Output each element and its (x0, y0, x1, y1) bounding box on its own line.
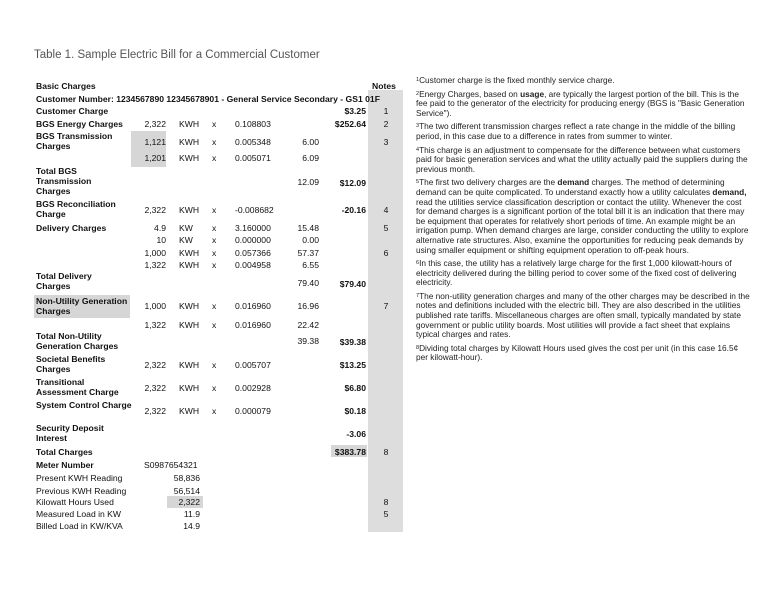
row-qty: 4.9 (154, 223, 166, 233)
row-rate: 0.016960 (235, 301, 271, 311)
row-qty: 2,322 (144, 360, 166, 370)
footnotes (416, 76, 752, 367)
row-note: 8 (383, 497, 389, 507)
footnote-number: 7 (416, 292, 420, 299)
row-label: Billed Load in KW/KVA (36, 521, 123, 531)
row-total: $383.78 (334, 447, 366, 457)
row-note: 5 (383, 509, 389, 519)
row-note: 8 (383, 447, 389, 457)
row-label: Total Non-Utility Generation Charges (36, 331, 119, 351)
row-rate: 0.057366 (235, 248, 271, 258)
row-note: 7 (383, 301, 389, 311)
footnote-text: , are typically the largest portion of the bill. This is the fee paid to the generator of the electricity for producing energy (BGS is "Basic Generation Service"). (416, 88, 745, 118)
row-times: x (212, 205, 217, 215)
row-unit: KWH (179, 248, 200, 258)
row-rate: 0.108803 (235, 119, 271, 129)
row-times: x (212, 119, 217, 129)
row-amount: 57.37 (297, 248, 319, 258)
row-label: Transitional Assessment Charge (36, 377, 119, 397)
row-amount: 6.00 (302, 137, 319, 147)
row-amount: 6.55 (302, 260, 319, 270)
row-amount: 39.38 (297, 336, 319, 346)
row-unit: KWH (179, 406, 200, 416)
row-rate: 0.000000 (235, 235, 271, 245)
footnote-number: 2 (416, 90, 420, 97)
footnote-number: 1 (416, 77, 420, 83)
row-rate: 3.160000 (235, 223, 271, 233)
footnote-8 (416, 344, 752, 363)
row-unit: KWH (179, 153, 200, 163)
meter-value: 58,836 (173, 473, 200, 483)
row-qty: 2,322 (144, 406, 166, 416)
row-label: Previous KWH Reading (36, 486, 127, 496)
footnote-text: Dividing total charges by Kilowatt Hours used gives the cost per unit (in this case 16.5¢ per kilowatt-hour). (416, 342, 739, 363)
footnote-emphasis: demand (557, 177, 590, 188)
meter-value: S0987654321 (144, 460, 198, 470)
row-total: $6.80 (344, 383, 366, 393)
footnote-7 (416, 292, 752, 340)
meter-value: 2,322 (178, 497, 200, 507)
footnote-number: 3 (416, 123, 420, 130)
footnote-2 (416, 90, 752, 119)
footnote-text: The first two delivery charges are the (419, 177, 558, 188)
row-qty: 2,322 (144, 119, 166, 129)
row-label: Non-Utility Generation Charges (36, 296, 128, 316)
row-rate: 0.004958 (235, 260, 271, 270)
row-total: $12.09 (339, 178, 366, 188)
row-qty: 2,322 (144, 383, 166, 393)
row-total: $252.64 (334, 119, 366, 129)
row-unit: KW (179, 223, 193, 233)
footnote-emphasis: demand, (712, 186, 747, 197)
footnote-text: Energy Charges, based on (419, 88, 521, 99)
row-qty: 1,000 (144, 248, 166, 258)
row-times: x (212, 223, 217, 233)
row-qty: 2,322 (144, 205, 166, 215)
row-note: 1 (383, 106, 389, 116)
row-times: x (212, 235, 217, 245)
footnote-text: charges. The method of determining demand can be quite complicated. To understand exactly how a utility calculates (416, 177, 725, 197)
row-unit: KWH (179, 119, 200, 129)
footnote-5 (416, 178, 752, 255)
row-amount: 6.09 (302, 153, 319, 163)
row-amount: 0.00 (302, 235, 319, 245)
row-label: Measured Load in KW (36, 509, 122, 519)
row-rate: 0.016960 (235, 320, 271, 330)
footnote-number: 8 (416, 344, 420, 351)
row-times: x (212, 260, 217, 270)
meter-value: 56,514 (173, 486, 200, 496)
footnote-number: 5 (416, 179, 420, 186)
meter-value: 11.9 (183, 509, 200, 519)
table-title: Table 1. Sample Electric Bill for a Commercial Customer (34, 49, 320, 61)
row-amount: 16.96 (297, 301, 319, 311)
footnote-text: Customer charge is the fixed monthly service charge. (419, 75, 615, 85)
customer-number: Customer Number: 1234567890 12345678901 - General Service Secondary - GS1 01F (36, 94, 380, 104)
row-times: x (212, 137, 217, 147)
row-qty: 1,322 (144, 320, 166, 330)
row-label: BGS Energy Charges (36, 119, 123, 129)
row-times: x (212, 320, 217, 330)
footnote-number: 4 (416, 146, 420, 153)
row-rate: 0.005348 (235, 137, 271, 147)
row-label: Societal Benefits Charges (36, 354, 106, 374)
row-qty: 10 (156, 235, 166, 245)
row-unit: KWH (179, 320, 200, 330)
footnote-text: In this case, the utility has a relatively large charge for the first 1,000 kilowatt-hours of electricity delivered during the billing period to cover some of the fixed cost of delivering electricity. (416, 258, 737, 288)
row-total: $13.25 (339, 360, 366, 370)
row-label: Security Deposit Interest (36, 423, 104, 443)
row-amount: 22.42 (297, 320, 319, 330)
notes-column-background (368, 90, 403, 532)
row-qty: 1,201 (144, 153, 166, 163)
row-total: $0.18 (344, 406, 366, 416)
row-note: 3 (383, 137, 389, 147)
row-amount: 79.40 (297, 278, 319, 288)
row-rate: 0.005071 (235, 153, 271, 163)
row-label: Total Charges (36, 447, 93, 457)
row-label: System Control Charge (36, 400, 132, 410)
row-times: x (212, 383, 217, 393)
row-label: BGS Reconciliation Charge (36, 199, 116, 219)
footnote-text: The two different transmission charges reflect a rate change in the middle of the billing period, in this case due to a difference in rates from summer to winter. (416, 121, 736, 141)
footnote-text: The non-utility generation charges and many of the other charges may be described in the notes and definitions included with the electric bill. They are also described in the utilities published rate tariffs. Miscellaneous charges are often small, typically mandated by state government or public utility boards. Most utilities will provide a fact sheet that explains typical charges and rates. (416, 290, 750, 340)
row-total: $39.38 (339, 337, 366, 347)
meter-value: 14.9 (183, 521, 200, 531)
row-times: x (212, 406, 217, 416)
basic-charges-label: Basic Charges (36, 81, 96, 91)
row-times: x (212, 301, 217, 311)
footnote-1 (416, 76, 752, 86)
row-rate: 0.005707 (235, 360, 271, 370)
row-unit: KWH (179, 137, 200, 147)
footnote-3 (416, 122, 752, 141)
row-rate: 0.000079 (235, 406, 271, 416)
row-label: BGS Transmission Charges (36, 131, 113, 151)
row-label: Delivery Charges (36, 223, 107, 233)
footnote-text: This charge is an adjustment to compensate for the difference between what customers paid for basic generation services and what the utility actually paid the suppliers during the previous month. (416, 144, 748, 174)
row-unit: KWH (179, 301, 200, 311)
row-amount: 15.48 (297, 223, 319, 233)
row-unit: KWH (179, 383, 200, 393)
row-total: $79.40 (339, 279, 366, 289)
row-label: Kilowatt Hours Used (36, 497, 114, 507)
footnote-number: 6 (416, 260, 420, 267)
row-label: Meter Number (36, 460, 94, 470)
row-unit: KWH (179, 360, 200, 370)
row-qty: 1,322 (144, 260, 166, 270)
row-label: Total Delivery Charges (36, 271, 92, 291)
footnote-emphasis: usage (520, 88, 545, 99)
row-qty: 1,121 (144, 137, 166, 147)
row-label: Present KWH Reading (36, 473, 123, 483)
notes-header: Notes (372, 81, 396, 91)
row-label: Customer Charge (36, 106, 109, 116)
row-qty: 1,000 (144, 301, 166, 311)
row-times: x (212, 153, 217, 163)
row-amount: 12.09 (297, 177, 319, 187)
footnote-6 (416, 259, 752, 288)
row-total: -20.16 (341, 205, 366, 215)
footnote-4 (416, 146, 752, 175)
row-rate: 0.002928 (235, 383, 271, 393)
row-note: 6 (383, 248, 389, 258)
row-unit: KWH (179, 260, 200, 270)
row-note: 4 (383, 205, 389, 215)
row-times: x (212, 360, 217, 370)
row-unit: KWH (179, 205, 200, 215)
row-total: -3.06 (346, 429, 366, 439)
row-rate: -0.008682 (235, 205, 274, 215)
row-note: 5 (383, 223, 389, 233)
row-unit: KW (179, 235, 193, 245)
row-times: x (212, 248, 217, 258)
row-note: 2 (383, 119, 389, 129)
footnote-text: read the utilities service classification description or contact the utility. Whenever the cost for demand charges is a significant portion of the total bill it is an indication that there may be equipment that operates for relatively short periods of time. An example might be an irrigation pump. When demand charges are large, consider conducting the utility to explore alternative rate structures. Also, examine the opportunities for reducing peak demands by using smaller equipment or shifting equipment operation to off-peak hours. (416, 196, 749, 255)
row-label: Total BGS Transmission Charges (36, 166, 92, 196)
row-total: $3.25 (344, 106, 366, 116)
